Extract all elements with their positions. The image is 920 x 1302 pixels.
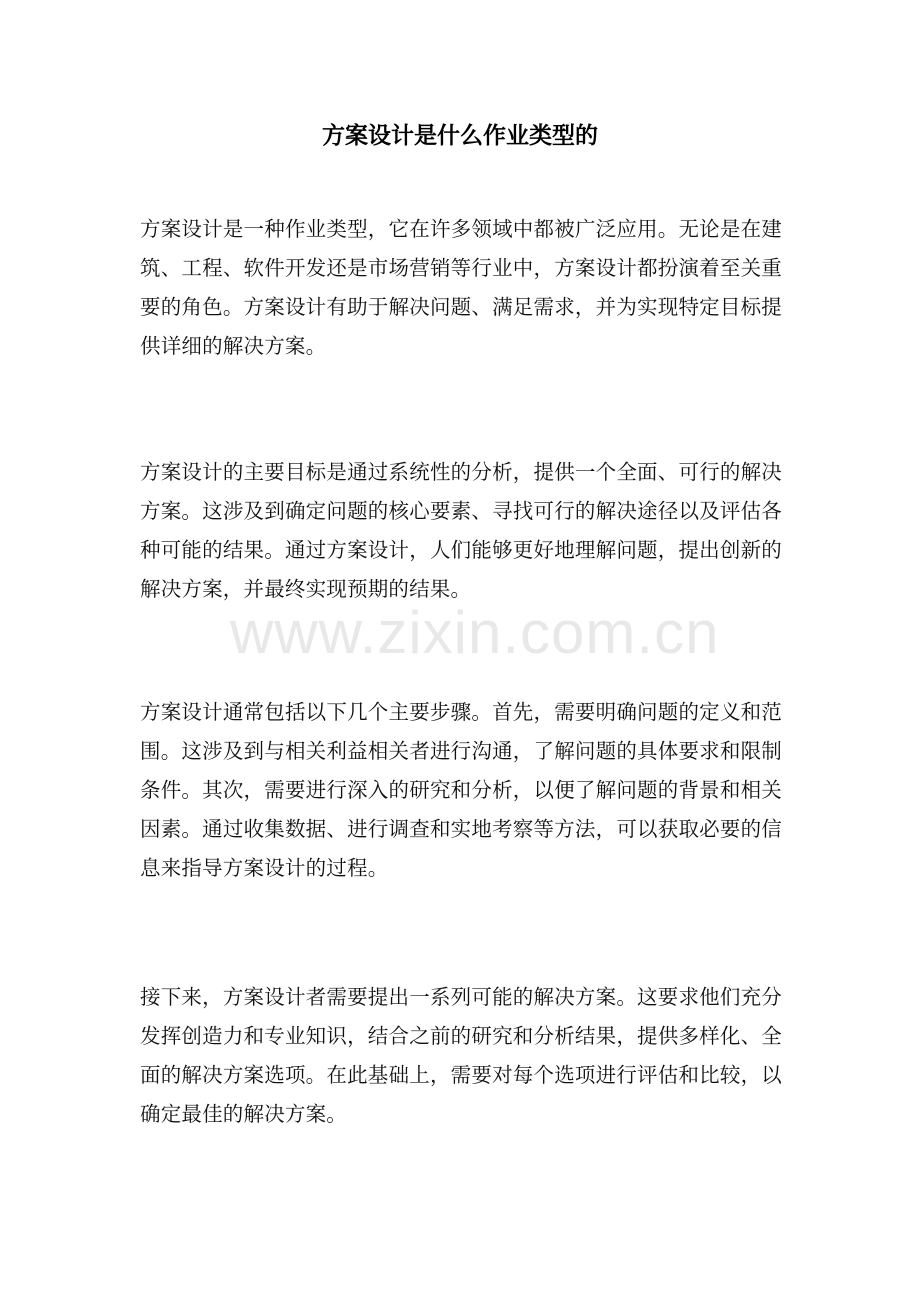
paragraph-4: 接下来，方案设计者需要提出一系列可能的解决方案。这要求他们充分发挥创造力和专业知识，结合之前的研究和分析结果，提供多样化、全面的解决方案选项。在此基础上，需要对每个选项进行评估和比较，以确定最佳的解决方案。 xyxy=(140,985,782,1126)
watermark: www.zixin.com.cn xyxy=(230,599,720,666)
paragraph-1: 方案设计是一种作业类型，它在许多领域中都被广泛应用。无论是在建筑、工程、软件开发还是市场营销等行业中，方案设计都扮演着至关重要的角色。方案设计有助于解决问题、满足需求，并为实现特定目标提供详细的解决方案。 xyxy=(140,217,782,358)
document-title: 方案设计是什么作业类型的 xyxy=(322,123,598,149)
paragraph-3: 方案设计通常包括以下几个主要步骤。首先，需要明确问题的定义和范围。这涉及到与相关利益相关者进行沟通，了解问题的具体要求和限制条件。其次，需要进行深入的研究和分析，以便了解问题的背景和相关因素。通过收集数据、进行调查和实地考察等方法，可以获取必要的信息来指导方案设计的过程。 xyxy=(140,700,782,880)
paragraph-2: 方案设计的主要目标是通过系统性的分析，提供一个全面、可行的解决方案。这涉及到确定问题的核心要素、寻找可行的解决途径以及评估各种可能的结果。通过方案设计，人们能够更好地理解问题，提出创新的解决方案，并最终实现预期的结果。 xyxy=(140,460,782,601)
